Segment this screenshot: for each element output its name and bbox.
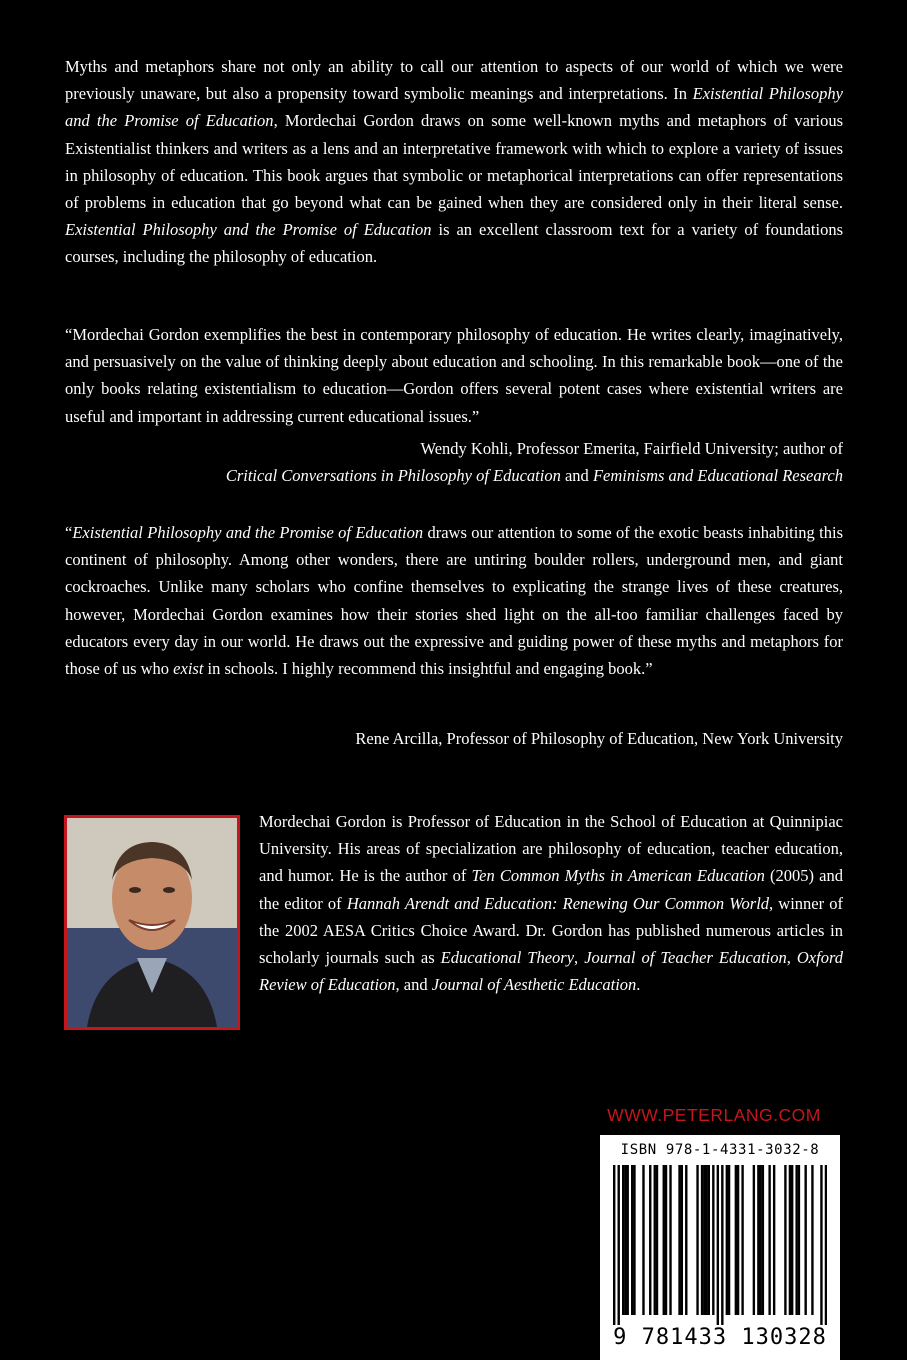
bio-text-1: Mordechai Gordon is Professor of Education in the School of Education at Quinnipiac University. His areas of specialization are philosophy of education, teacher education, and humor. He is the author of: [259, 812, 843, 886]
barcode-bar: [735, 1165, 737, 1315]
barcode-bar: [804, 1165, 806, 1315]
barcode-bar: [798, 1165, 800, 1315]
endorsement-quote-kohli: [65, 321, 843, 430]
conjunction: and: [560, 466, 593, 486]
book-title-italic: Existential Philosophy and the Promise of Education: [65, 220, 432, 240]
barcode-bar: [726, 1165, 728, 1315]
barcode-bar: [696, 1165, 698, 1315]
barcode-bar: [681, 1165, 683, 1315]
barcode-bar: [631, 1165, 633, 1315]
endorsement-attribution-arcilla: Rene Arcilla, Professor of Philosophy of Education, New York University: [355, 729, 843, 748]
barcode-bar: [642, 1165, 644, 1315]
barcode-bar: [656, 1165, 658, 1315]
barcode-bar: [717, 1165, 719, 1325]
barcode-bars: [613, 1165, 827, 1325]
barcode-bar: [701, 1165, 703, 1315]
barcode-bar: [741, 1165, 743, 1315]
barcode-bar: [768, 1165, 770, 1315]
barcode-bar: [721, 1165, 723, 1325]
barcode-bar: [703, 1165, 705, 1315]
attribution-line: Wendy Kohli, Professor Emerita, Fairfield University; author of: [420, 439, 843, 458]
separator: , and: [395, 975, 432, 995]
book-title-italic: Existential Philosophy and the Promise of Education: [72, 523, 424, 542]
barcode-bar: [791, 1165, 793, 1315]
barcode-bar: [795, 1165, 797, 1315]
barcode-bar: [759, 1165, 761, 1315]
author-portrait-image: [67, 818, 237, 1027]
barcode-bar: [789, 1165, 791, 1315]
barcode-bar: [825, 1165, 827, 1325]
barcode-bar: [784, 1165, 786, 1315]
barcode-bar: [685, 1165, 687, 1315]
separator: ,: [786, 948, 797, 968]
book-title-italic: Critical Conversations in Philosophy of Education: [225, 466, 561, 486]
book-title-italic: Feminisms and Educational Research: [592, 466, 843, 486]
barcode-bar: [705, 1165, 707, 1315]
emphasis-italic: exist: [173, 659, 204, 679]
barcode-bar: [654, 1165, 656, 1315]
attribution-books: [65, 462, 843, 489]
bio-end: .: [636, 975, 641, 995]
barcode-bar: [669, 1165, 671, 1315]
barcode-bar: [773, 1165, 775, 1315]
bio-text-2: (2005) and the editor of: [259, 866, 843, 913]
barcode-bar: [762, 1165, 764, 1315]
description-paragraph: [65, 53, 843, 271]
book-title-italic: Ten Common Myths in American Education: [471, 866, 765, 886]
description-text-2: , Mordechai Gordon draws on some well-known myths and metaphors of various Existentialist thinkers and writers as a lens and an interpretative framework with which to explore a variety of issues in philosophy of education. This book argues that symbolic or metaphorical interpretations can offer representations of problems in education that go beyond what can be gained when they are considered only in their literal sense.: [65, 111, 843, 213]
description-text-3: is an excellent classroom text for a variety of foundations courses, including the philosophy of education.: [65, 220, 843, 267]
barcode-bar: [678, 1165, 680, 1315]
barcode-bar: [728, 1165, 730, 1315]
journal-title-italic: Oxford Review of Education: [259, 948, 844, 995]
publisher-url: WWW.PETERLANG.COM: [607, 1105, 821, 1125]
barcode-bar: [627, 1165, 629, 1315]
barcode-bar: [811, 1165, 813, 1315]
barcode-bar: [820, 1165, 822, 1325]
journal-title-italic: Educational Theory: [440, 948, 575, 968]
book-title-italic: Hannah Arendt and Education: Renewing Our Common World: [346, 893, 770, 913]
author-bio: [259, 808, 843, 998]
barcode-bar: [757, 1165, 759, 1315]
ean-digits: 9 781433 130328: [613, 1325, 827, 1350]
isbn-label: ISBN 978-1-4331-3032-8: [620, 1142, 820, 1158]
book-title-italic: Existential Philosophy and the Promise of Education: [65, 84, 843, 131]
description-text-1: Myths and metaphors share not only an ability to call our attention to aspects of our world of which we were previously unaware, but also a propensity toward symbolic meanings and interpretations. In: [65, 57, 843, 104]
journal-title-italic: Journal of Teacher Education: [584, 948, 787, 968]
barcode-bar: [753, 1165, 755, 1315]
barcode-bar: [649, 1165, 651, 1315]
barcode-bar: [708, 1165, 710, 1315]
barcode-bar: [633, 1165, 635, 1315]
author-photo: [64, 815, 240, 1030]
quote-text: “Mordechai Gordon exemplifies the best in contemporary philosophy of education. He writes clearly, imaginatively, and persuasively on the value of thinking deeply about education and schooling. In this remarkable book—one of the only books relating existentialism to education—Gordon offers several potent cases where existential writers are useful and important in addressing current educational issues.”: [65, 325, 843, 426]
quote-text-1: draws our attention to some of the exotic beasts inhabiting this continent of philosophy. Among other wonders, there are untiring boulder rollers, underground men, and giant cockroaches. Unlike many scholars who confine themselves to explicating the strange lives of these creatures, however, Mordechai Gordon examines how their stories shed light on the all-too familiar challenges faced by educators every day in our world. He draws out the expressive and guiding power of these myths and metaphors for those of us who: [65, 523, 843, 679]
barcode-bar: [665, 1165, 667, 1315]
quote-text-2: in schools. I highly recommend this insightful and engaging book.”: [203, 659, 653, 679]
barcode-bar: [737, 1165, 739, 1315]
barcode-bar: [712, 1165, 714, 1315]
separator: ,: [574, 948, 585, 968]
bio-text-3: , winner of the 2002 AESA Critics Choice Award. Dr. Gordon has published numerous articles in scholarly journals such as: [259, 893, 844, 968]
barcode-bar: [663, 1165, 665, 1315]
barcode-bar: [618, 1165, 620, 1325]
barcode-bar: [622, 1165, 624, 1315]
barcode-bar: [624, 1165, 626, 1315]
barcode-bar: [613, 1165, 615, 1325]
endorsement-attribution-kohli: [65, 435, 843, 489]
journal-title-italic: Journal of Aesthetic Education: [431, 975, 637, 995]
isbn-barcode: [600, 1135, 840, 1360]
endorsement-quote-arcilla: [65, 519, 843, 682]
open-quote: “: [65, 523, 73, 542]
